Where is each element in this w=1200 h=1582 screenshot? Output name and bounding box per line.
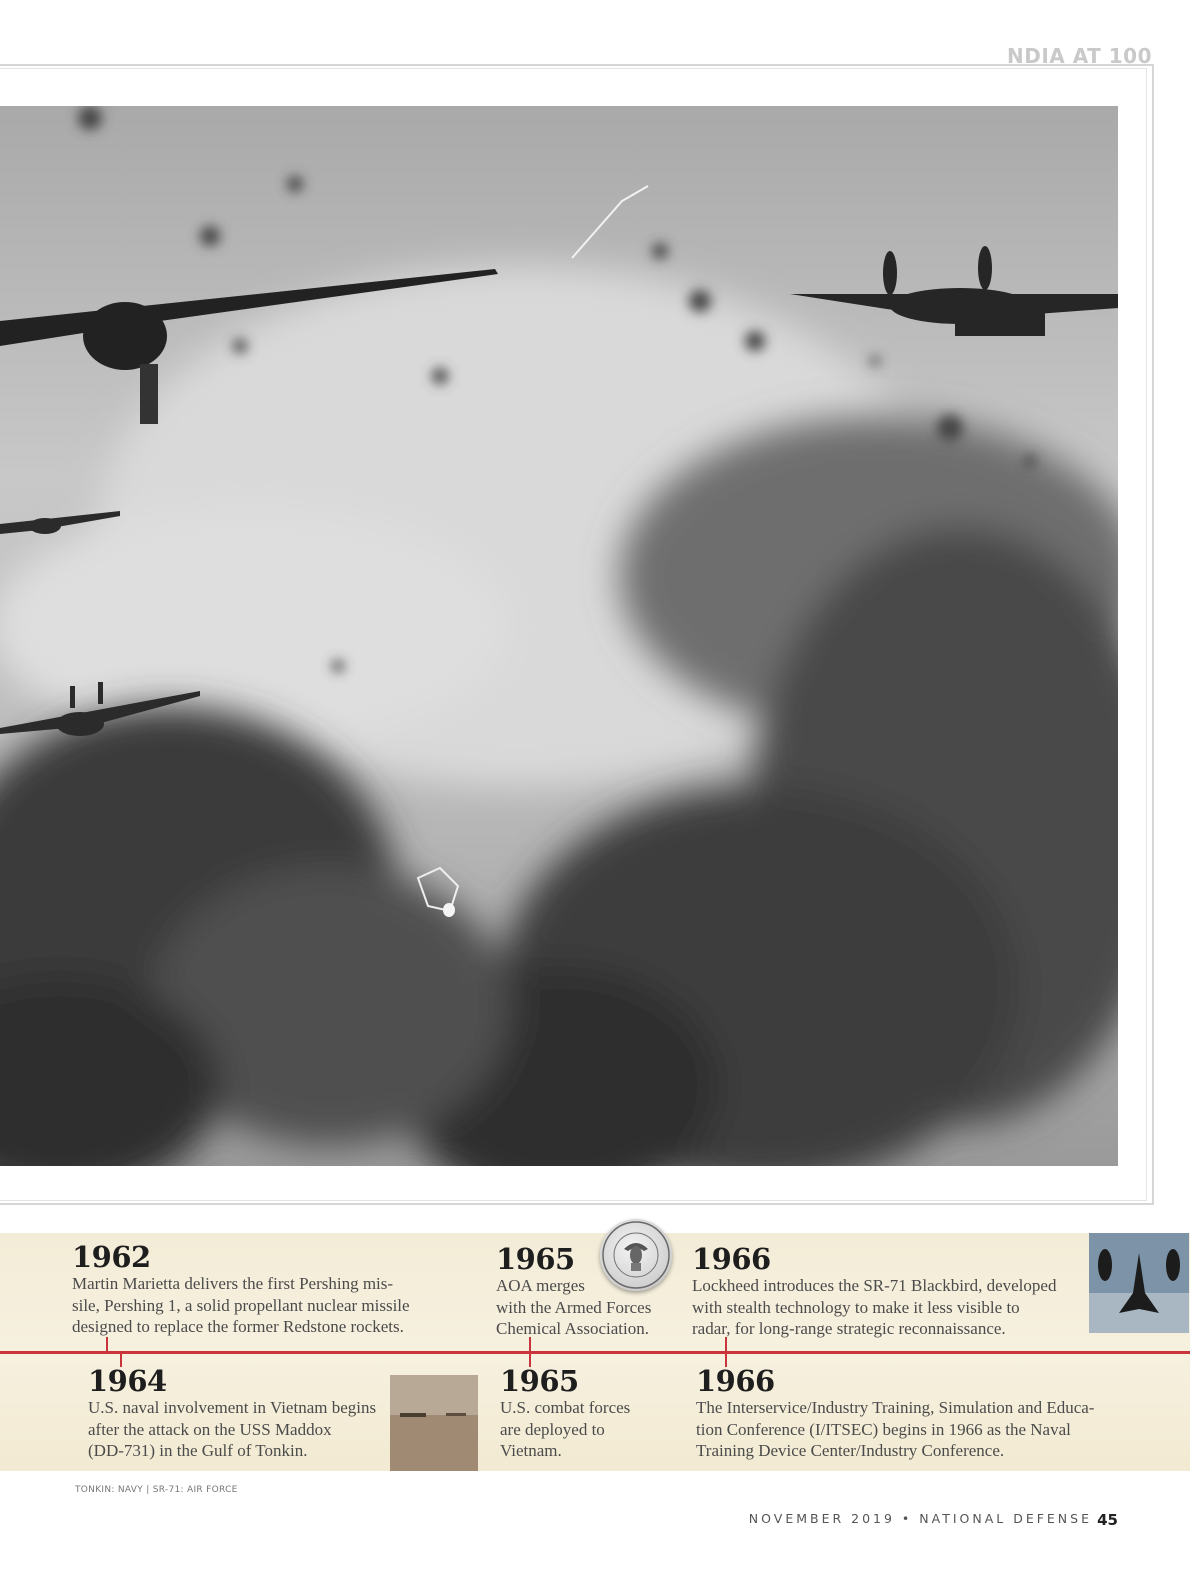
page-number: 45 [1097,1511,1118,1529]
bomber-photo-illustration [0,106,1118,1166]
timeline [0,1233,1190,1471]
entry-description: AOA merges with the Armed Forces Chemical Association. [496,1276,652,1338]
timeline-entry-1964 [88,1365,388,1462]
timeline-tick-1962 [106,1337,108,1353]
timeline-entry-1965-combat [500,1365,680,1462]
entry-description: U.S. combat forces are deployed to Vietnam. [500,1398,631,1460]
entry-year: 1964 [88,1364,167,1398]
entry-description: U.S. naval involvement in Vietnam begins after the attack on the USS Maddox (DD-731) in the Gulf of Tonkin. [88,1398,377,1460]
bomber-photo [0,106,1118,1166]
entry-year: 1965 [500,1364,579,1398]
entry-year: 1962 [72,1240,151,1274]
tonkin-ship-photo [390,1375,478,1471]
timeline-entry-1966-sr71 [692,1243,1082,1340]
timeline-entry-1962 [72,1241,432,1338]
sr71-blackbird-photo [1089,1233,1189,1333]
entry-description: Martin Marietta delivers the first Pershing mis- sile, Pershing 1, a solid propellant nuclear missile designed to replace the former Redstone rockets. [72,1274,410,1336]
entry-description: The Interservice/Industry Training, Simulation and Educa- tion Conference (I/ITSEC) begins in 1966 as the Naval Training Device Center/Industry Conference. [696,1398,1095,1460]
afca-seal-icon [600,1219,672,1291]
timeline-entry-1966-itsec [696,1365,1106,1462]
entry-year: 1966 [696,1364,775,1398]
folio: NOVEMBER 2019 • NATIONAL DEFENSE [748,1511,1092,1526]
entry-year: 1966 [692,1242,771,1276]
photo-credits: TONKIN: NAVY | SR-71: AIR FORCE [75,1485,238,1495]
section-tag: NDIA AT 100 [1006,44,1152,68]
entry-description: Lockheed introduces the SR-71 Blackbird, developed with stealth technology to make it less visible to radar, for long-range strategic reconnaissance. [692,1276,1057,1338]
entry-year: 1965 [496,1242,575,1276]
timeline-axis [0,1351,1190,1354]
